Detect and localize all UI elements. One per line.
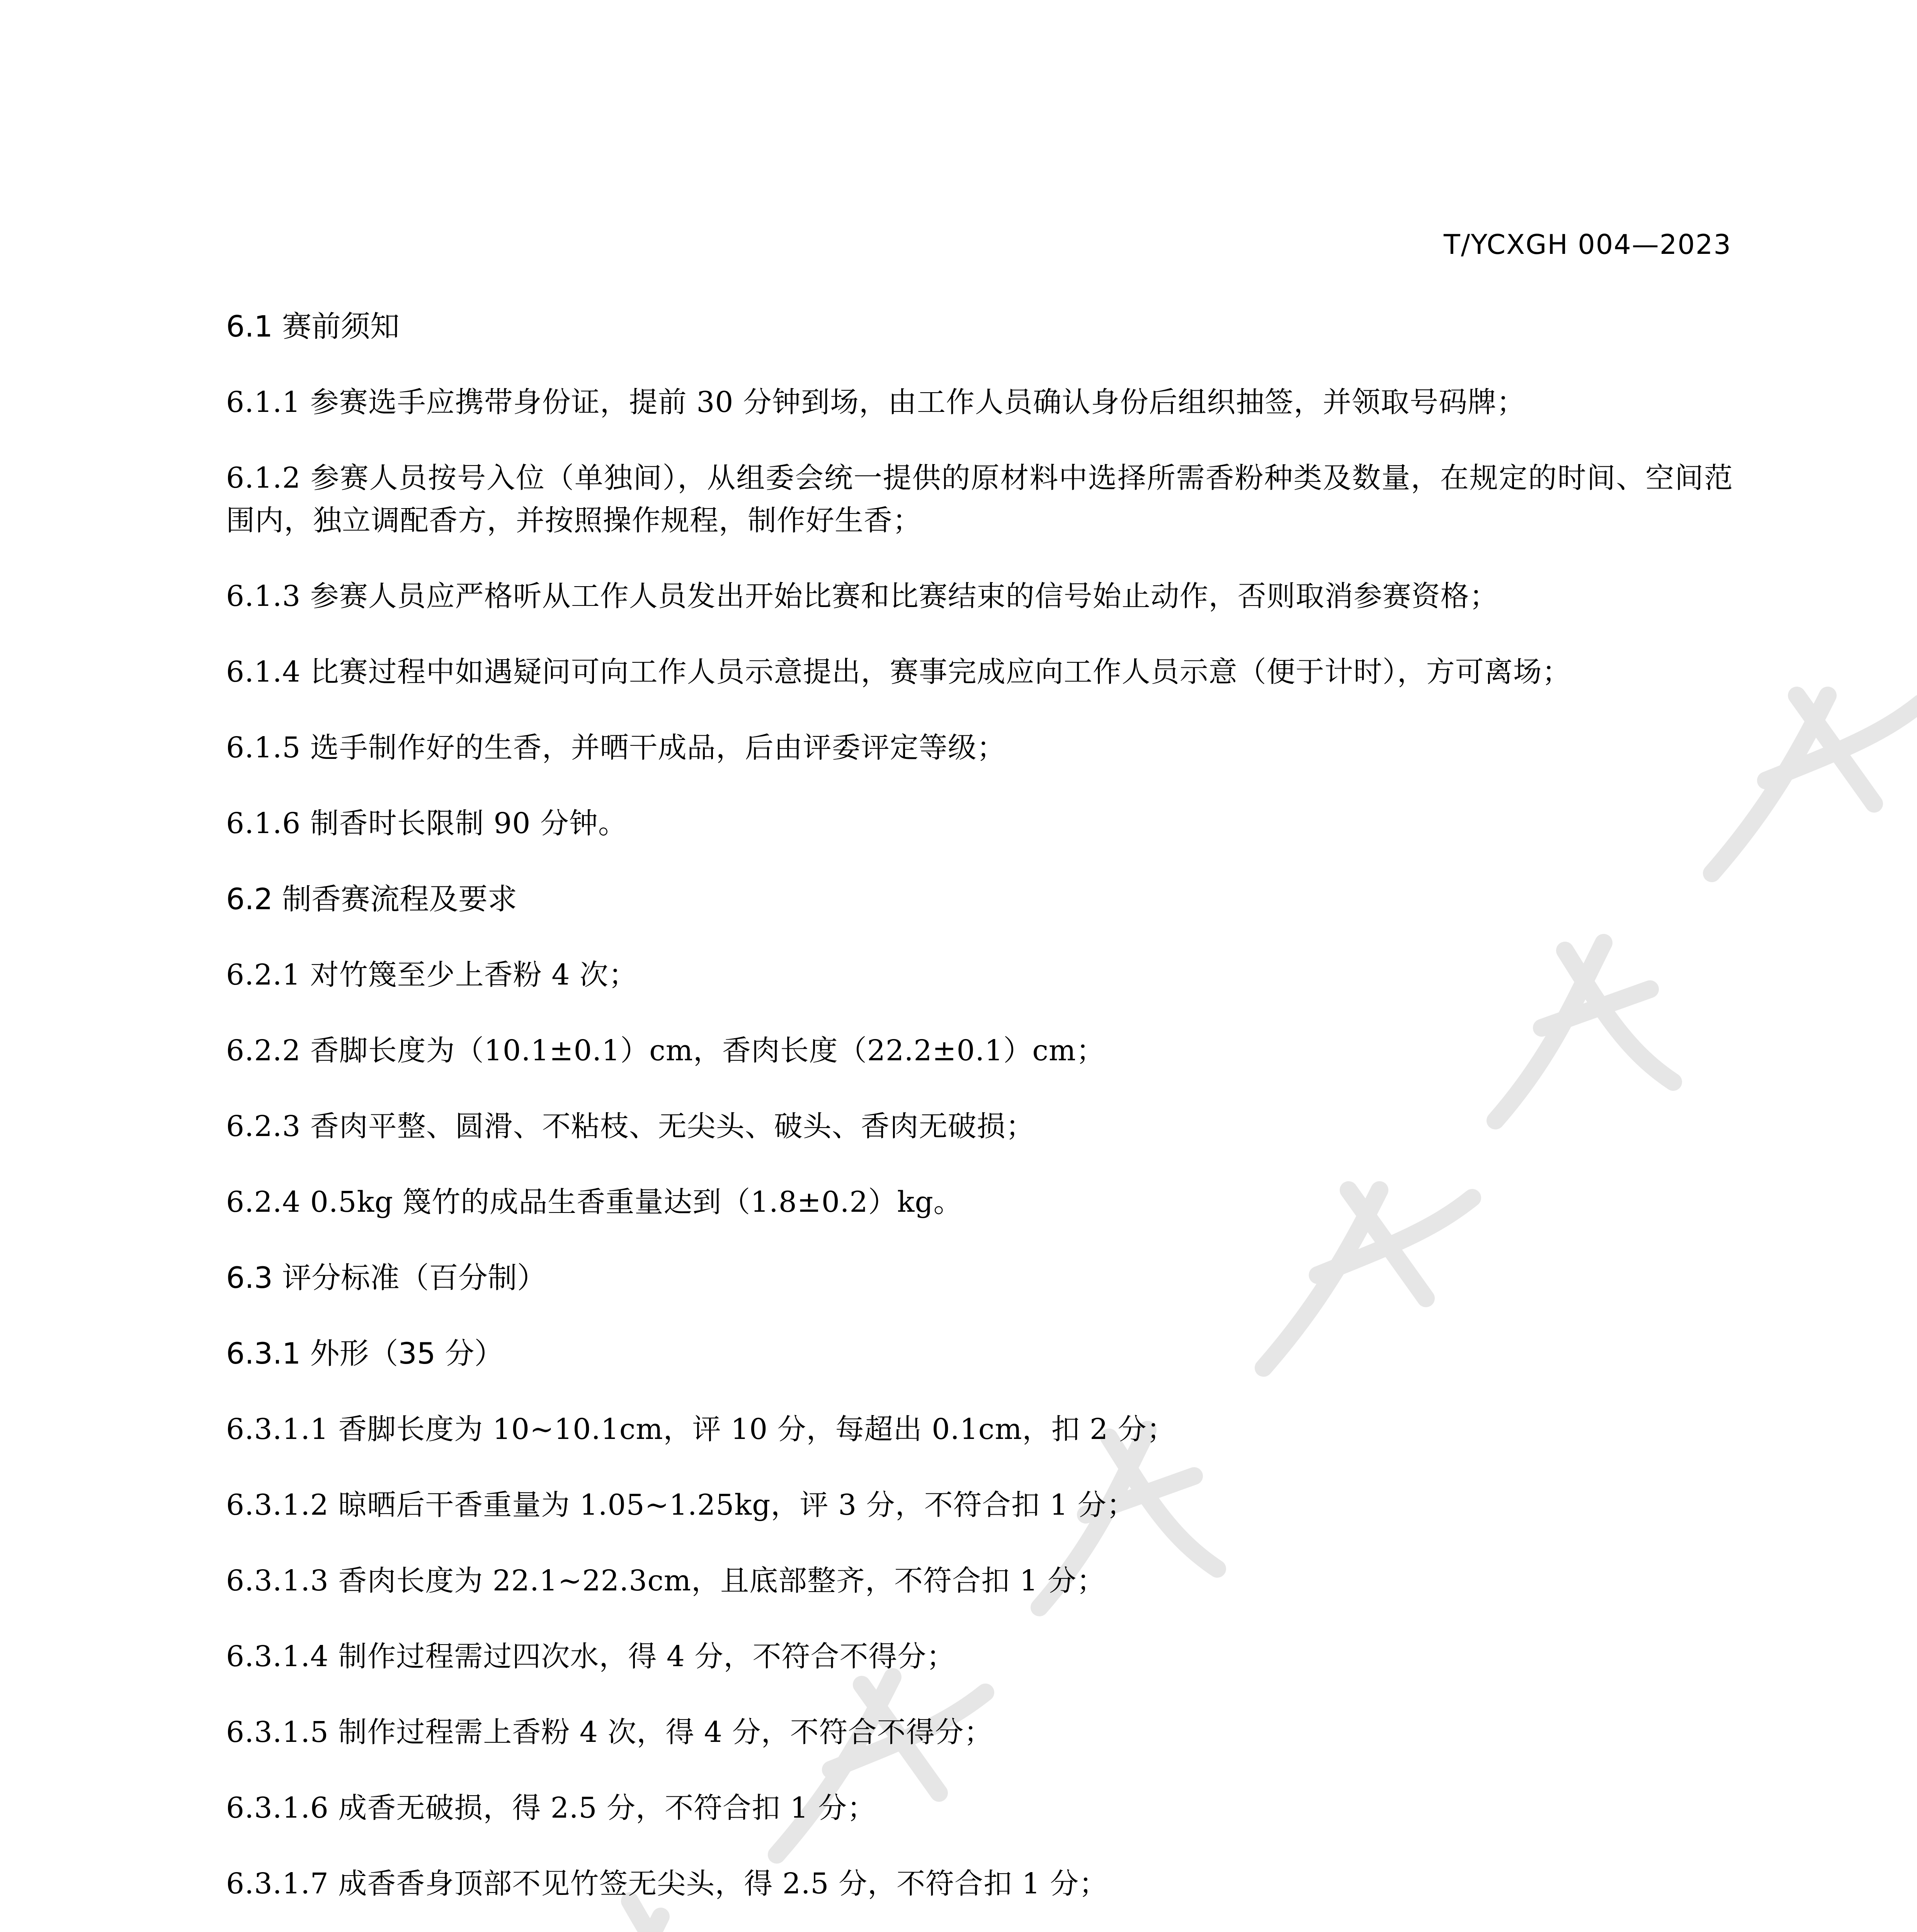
clause-paragraph: 6.1.1 参赛选手应携带身份证，提前 30 分钟到场，由工作人员确认身份后组织抽签，并领取号码牌； xyxy=(226,386,1526,419)
clause-paragraph: 6.2.4 0.5kg 篾竹的成品生香重量达到（1.8±0.2）kg。 xyxy=(226,1185,963,1219)
clause-paragraph: 6.2.2 香脚长度为（10.1±0.1）cm，香肉长度（22.2±0.1）cm； xyxy=(226,1034,1105,1067)
clause-paragraph: 6.3.1.1 香脚长度为 10~10.1cm，评 10 分，每超出 0.1cm，扣 2 分； xyxy=(226,1413,1176,1446)
clause-paragraph: 6.3.1.3 香肉长度为 22.1~22.3cm，且底部整齐，不符合扣 1 分； xyxy=(226,1564,1106,1597)
clause-paragraph: 6.3.1.7 成香香身顶部不见竹签无尖头，得 2.5 分，不符合扣 1 分； xyxy=(226,1867,1108,1900)
section-heading: 6.1 赛前须知 xyxy=(226,309,400,344)
clause-paragraph: 6.1.6 制香时长限制 90 分钟。 xyxy=(226,807,628,840)
section-heading: 6.3 评分标准（百分制） xyxy=(226,1260,547,1295)
clause-paragraph: 6.3.1.6 成香无破损，得 2.5 分，不符合扣 1 分； xyxy=(226,1791,876,1825)
clause-paragraph: 6.3.1.5 制作过程需上香粉 4 次，得 4 分，不符合不得分； xyxy=(226,1716,993,1749)
clause-paragraph: 6.2.1 对竹篾至少上香粉 4 次； xyxy=(226,958,638,992)
clause-paragraph: 6.3.1.4 制作过程需过四次水，得 4 分，不符合不得分； xyxy=(226,1640,956,1673)
clause-paragraph: 6.1.5 选手制作好的生香，并晒干成品，后由评委评定等级； xyxy=(226,731,1006,764)
clause-paragraph: 6.2.3 香肉平整、圆滑、不粘枝、无尖头、破头、香肉无破损； xyxy=(226,1110,1035,1143)
clause-paragraph: 6.1.2 参赛人员按号入位（单独间），从组委会统一提供的原材料中选择所需香粉种类及数量，在规定的时间、空间范围内，独立调配香方，并按照操作规程，制作好生香； xyxy=(226,461,1733,537)
clause-paragraph: 6.1.3 参赛人员应严格听从工作人员发出开始比赛和比赛结束的信号始止动作，否则取消参赛资格； xyxy=(226,580,1499,613)
document-body xyxy=(226,305,1733,1932)
subsection-heading: 6.3.1 外形（35 分） xyxy=(226,1336,504,1371)
document-code: T/YCXGH 004—2023 xyxy=(1444,229,1732,260)
clause-paragraph: 6.3.1.2 晾晒后干香重量为 1.05~1.25kg，评 3 分，不符合扣 1 分； xyxy=(226,1488,1136,1522)
section-heading: 6.2 制香赛流程及要求 xyxy=(226,882,517,916)
clause-paragraph: 6.1.4 比赛过程中如遇疑问可向工作人员示意提出，赛事完成应向工作人员示意（便于计时），方可离场； xyxy=(226,655,1571,689)
